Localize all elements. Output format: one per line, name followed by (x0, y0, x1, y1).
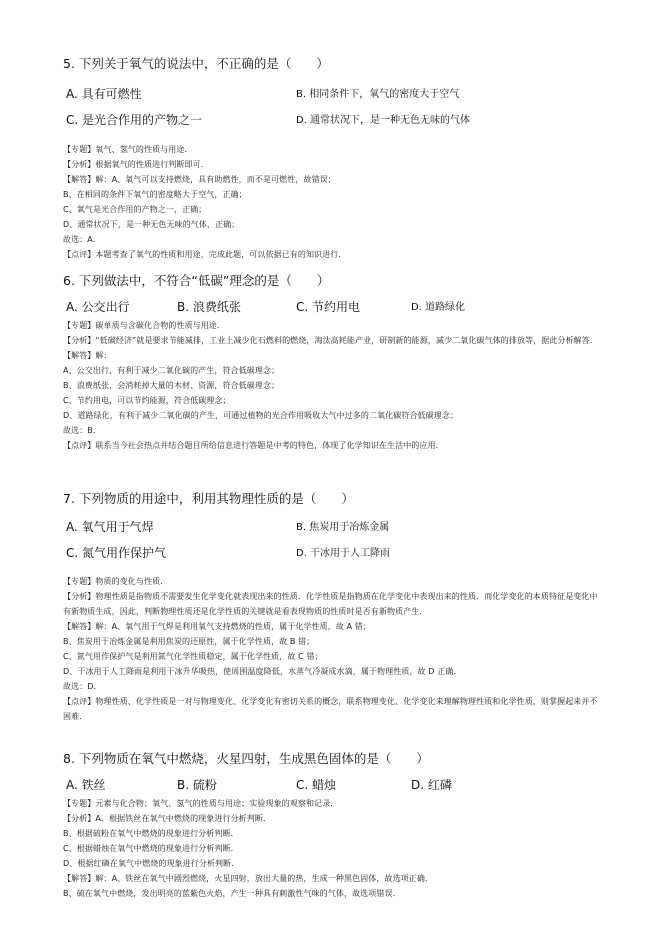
option-a: A. 氧气用于气焊 (66, 520, 154, 534)
option-d: D. 红磷 (411, 778, 452, 792)
explanation-line: C、氧气是光合作用的产物之一，正确； (63, 205, 207, 214)
explanation-line: 【解答】解： (63, 351, 112, 360)
option-row (63, 298, 603, 318)
explanation-line: A、公交出行，有利于减少二氧化碳的产生，符合低碳理念； (63, 366, 280, 375)
question-stem: 7. 下列物质的用途中，利用其物理性质的是（ ） (63, 491, 354, 506)
option-c: C. 蜡烛 (296, 778, 337, 792)
option-d: D. 干冰用于人工降雨 (296, 548, 391, 559)
question-8 (63, 750, 603, 901)
explanation-line: 【分析】物理性质是指物质不需要发生化学变化就表现出来的性质．化学性质是指物质在化学变化中表现出来的性质．而化学变化的本质特征是变化中有新物质生成，因此，判断物理性质还是化学性质的关键就是看表现物质的性质时是否有新物质产生． (63, 592, 598, 616)
explanation-line: 【点评】物理性质、化学性质是一对与物理变化、化学变化有密切关系的概念，联系物理变化、化学变化来理解物理性质和化学性质，则掌握起来并不困难． (63, 697, 598, 721)
option-row (63, 518, 603, 542)
explanation-line: B、浪费纸张，会消耗掉大量的木材、资源，符合低碳理念； (63, 381, 280, 390)
option-d: D. 通常状况下，是一种无色无味的气体 (296, 115, 471, 126)
option-row (63, 776, 603, 796)
option-c: C. 是光合作用的产物之一 (66, 113, 203, 127)
question-6 (63, 272, 603, 453)
explanation-line: D、干冰用于人工降雨是利用干冰升华吸热，使周围温度降低，水蒸气冷凝成水滴，属于物理性质，故 D 正确． (63, 667, 462, 676)
explanation-line: 故选：A． (63, 235, 101, 244)
explanation-line: B、硫在氧气中燃烧，发出明亮的蓝紫色火焰，产生一种具有刺激性气味的气体，故选项错误． (63, 889, 401, 898)
explanation-line: B、在相同的条件下氧气的密度略大于空气，正确； (63, 190, 247, 199)
option-a: A. 公交出行 (66, 300, 130, 314)
option-c: C. 节约用电 (296, 300, 361, 314)
option-a: A. 具有可燃性 (66, 87, 142, 101)
explanation-line: 【解答】解：A、氧气可以支持燃烧，具有助燃性，而不是可燃性，故错误； (63, 175, 336, 184)
question-5 (63, 55, 603, 262)
explanation-line: B、焦炭用于冶炼金属是利用焦炭的还原性，属于化学性质，故 B 错； (63, 637, 315, 646)
explanation-line: 【专题】氧气、氢气的性质与用途． (63, 145, 193, 154)
option-d: D. 道路绿化 (411, 302, 466, 313)
explanation (63, 318, 603, 453)
option-b: B. 浪费纸张 (177, 300, 241, 314)
option-b: B. 相同条件下，氧气的密度大于空气 (296, 89, 460, 100)
explanation-line: C、氮气用作保护气是利用氮气化学性质稳定，属于化学性质，故 C 错； (63, 652, 323, 661)
explanation-line: 【专题】碳单质与含碳化合物的性质与用途． (63, 321, 225, 330)
option-b: B. 硫粉 (177, 778, 217, 792)
explanation-line: 【解答】解：A、铁丝在氧气中剧烈燃烧，火星四射，放出大量的热，生成一种黑色固体，故选项正确． (63, 874, 434, 883)
explanation-line: C、节约用电，可以节约能源，符合低碳理念； (63, 396, 231, 405)
option-c: C. 氮气用作保护气 (66, 546, 167, 560)
explanation-line: D、通常状况下，是一种无色无味的气体，正确； (63, 220, 240, 229)
explanation-line: 【专题】元素与化合物；氧气、氢气的性质与用途；实验现象的观察和记录． (63, 799, 339, 808)
option-row (63, 111, 603, 135)
explanation-line: C、根据蜡烛在氧气中燃烧的现象进行分析判断． (63, 844, 239, 853)
option-row (63, 85, 603, 109)
explanation-line: 【分析】A、根据铁丝在氧气中燃烧的现象进行分析判断． (63, 814, 272, 823)
explanation-line: 故选：B． (63, 426, 101, 435)
explanation-line: 故选：D． (63, 682, 102, 691)
option-row (63, 544, 603, 568)
explanation-line: 【解答】解：A、氧气用于气焊是利用氧气支持燃烧的性质，属于化学性质，故 A 错； (63, 622, 372, 631)
question-7 (63, 490, 603, 724)
explanation-line: 【点评】本题考查了氧气的性质和用途，完成此题，可以依据已有的知识进行． (63, 250, 347, 259)
option-b: B. 焦炭用于冶炼金属 (296, 522, 390, 533)
explanation-line: B、根据硫粉在氧气中燃烧的现象进行分析判断． (63, 829, 239, 838)
explanation (63, 574, 603, 724)
question-stem: 6. 下列做法中，不符合“低碳”理念的是（ ） (63, 273, 330, 288)
explanation-line: 【专题】物质的变化与性质． (63, 577, 169, 586)
explanation-line: 【点评】联系当今社会热点并结合题目所给信息进行答题是中考的特色，体现了化学知识在生活中的应用． (63, 441, 444, 450)
option-a: A. 铁丝 (66, 778, 106, 792)
explanation-line: D、根据红磷在氧气中燃烧的现象进行分析判断． (63, 859, 240, 868)
explanation-line: D、道路绿化，有利于减少二氧化碳的产生，可通过植物的光合作用吸收大气中过多的二氧化碳符合低碳理念； (63, 411, 459, 420)
explanation-line: 【分析】根据氧气的性质进行判断即可． (63, 160, 209, 169)
question-stem: 5. 下列关于氧气的说法中，不正确的是（ ） (63, 56, 329, 71)
explanation (63, 796, 603, 901)
explanation (63, 142, 603, 262)
explanation-line: 【分析】“低碳经济”就是要求节能减排，工业上减少化石燃料的燃烧，淘汰高耗能产业，研制新的能源，减少二氧化碳气体的排放等，据此分析解答． (63, 336, 598, 345)
question-stem: 8. 下列物质在氧气中燃烧，火星四射，生成黑色固体的是（ ） (63, 751, 429, 766)
